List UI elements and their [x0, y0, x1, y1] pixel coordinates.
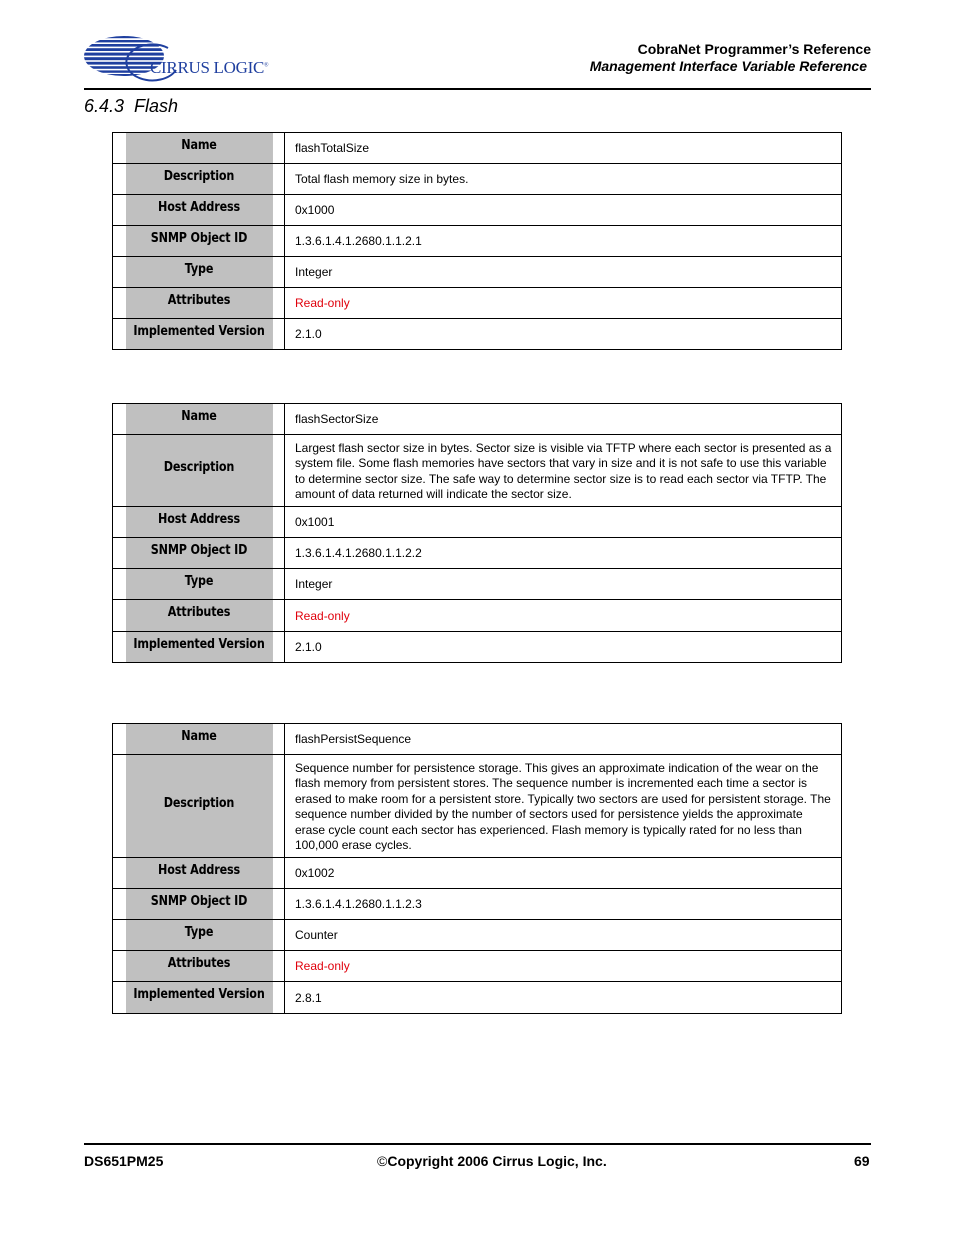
description-value: Total flash memory size in bytes.: [285, 164, 842, 195]
name-label: Name: [125, 133, 273, 164]
table-row: [113, 319, 842, 350]
type-label: Type: [125, 569, 273, 600]
page-header: [84, 34, 871, 90]
table-row: [113, 404, 842, 435]
host-address-label: Host Address: [125, 195, 273, 226]
implemented-version-value: 2.1.0: [285, 632, 842, 663]
table-row: [113, 288, 842, 319]
snmp-object-id-value: 1.3.6.1.4.1.2680.1.1.2.2: [285, 538, 842, 569]
variable-table-flash-total-size: [112, 132, 842, 350]
table-row: [113, 164, 842, 195]
type-value: Counter: [285, 920, 842, 951]
description-label: Description: [125, 755, 273, 858]
snmp-object-id-label: SNMP Object ID: [125, 889, 273, 920]
attributes-label: Attributes: [125, 288, 273, 319]
section-title: Flash: [134, 96, 179, 116]
header-subtitle: Management Interface Variable Reference: [589, 58, 867, 74]
host-address-value: 0x1001: [285, 507, 842, 538]
table-row: [113, 569, 842, 600]
table-row: [113, 133, 842, 164]
name-label: Name: [125, 404, 273, 435]
table-row: [113, 195, 842, 226]
type-value: Integer: [285, 569, 842, 600]
description-value: Sequence number for persistence storage. This gives an approximate indication of the wear on the flash memory from persistent stores. The sequence number is incremented each time a sector is erased to make room for a persistent store. Typically two sectors are used for persistent storage. The sequence number divided by the number of sectors used for persistence yields the approximate erase cycle count each sector has experienced. Flash memory is typically rated for no less than 100,000 erase cycles.: [285, 755, 842, 858]
name-label: Name: [125, 724, 273, 755]
header-rule: [84, 88, 871, 90]
table-row: [113, 257, 842, 288]
description-label: Description: [125, 164, 273, 195]
table-row: [113, 889, 842, 920]
section-heading: [84, 96, 178, 117]
table-row: [113, 507, 842, 538]
table-row: [113, 226, 842, 257]
type-value: Integer: [285, 257, 842, 288]
header-title: CobraNet Programmer’s Reference: [637, 41, 871, 57]
table-row: [113, 755, 842, 858]
type-label: Type: [125, 257, 273, 288]
implemented-version-label: Implemented Version: [125, 982, 273, 1014]
section-number: 6.4.3: [84, 96, 125, 116]
table-row: [113, 600, 842, 632]
description-value: Largest flash sector size in bytes. Sector size is visible via TFTP where each sector is presented as a system file. Some flash memories have sectors that vary in size and it is not safe to use this variable to determine sector size. The safe way to determine sector size is to read each sector via TFTP. The amount of data returned will indicate the sector size.: [285, 435, 842, 507]
table-row: [113, 632, 842, 663]
host-address-label: Host Address: [125, 507, 273, 538]
implemented-version-label: Implemented Version: [125, 319, 273, 350]
table-row: [113, 538, 842, 569]
table-row: [113, 724, 842, 755]
footer-rule: [84, 1143, 871, 1145]
variable-table-flash-persist-sequence: [112, 723, 842, 1014]
attributes-label: Attributes: [125, 951, 273, 982]
table-row: [113, 982, 842, 1014]
table-row: [113, 951, 842, 982]
implemented-version-value: 2.8.1: [285, 982, 842, 1014]
variable-table-flash-sector-size: [112, 403, 842, 663]
name-value: flashPersistSequence: [285, 724, 842, 755]
cirrus-logic-logo: [84, 34, 304, 84]
table-row: [113, 858, 842, 889]
copyright-icon: ©: [377, 1153, 388, 1169]
implemented-version-value: 2.1.0: [285, 319, 842, 350]
type-label: Type: [125, 920, 273, 951]
attributes-value: Read-only: [285, 951, 842, 982]
attributes-label: Attributes: [125, 600, 273, 632]
snmp-object-id-label: SNMP Object ID: [125, 226, 273, 257]
attributes-value: Read-only: [285, 600, 842, 632]
table-row: [113, 435, 842, 507]
name-value: flashSectorSize: [285, 404, 842, 435]
host-address-value: 0x1000: [285, 195, 842, 226]
snmp-object-id-value: 1.3.6.1.4.1.2680.1.1.2.3: [285, 889, 842, 920]
footer-doc-id: DS651PM25: [84, 1153, 164, 1169]
host-address-label: Host Address: [125, 858, 273, 889]
attributes-value: Read-only: [285, 288, 842, 319]
footer-page-number: 69: [854, 1153, 870, 1169]
footer-copyright: ©Copyright 2006 Cirrus Logic, Inc.: [377, 1153, 607, 1169]
host-address-value: 0x1002: [285, 858, 842, 889]
snmp-object-id-value: 1.3.6.1.4.1.2680.1.1.2.1: [285, 226, 842, 257]
description-label: Description: [125, 435, 273, 507]
implemented-version-label: Implemented Version: [125, 632, 273, 663]
snmp-object-id-label: SNMP Object ID: [125, 538, 273, 569]
name-value: flashTotalSize: [285, 133, 842, 164]
logo-wordmark: CIRRUS LOGIC®: [150, 58, 269, 77]
table-row: [113, 920, 842, 951]
